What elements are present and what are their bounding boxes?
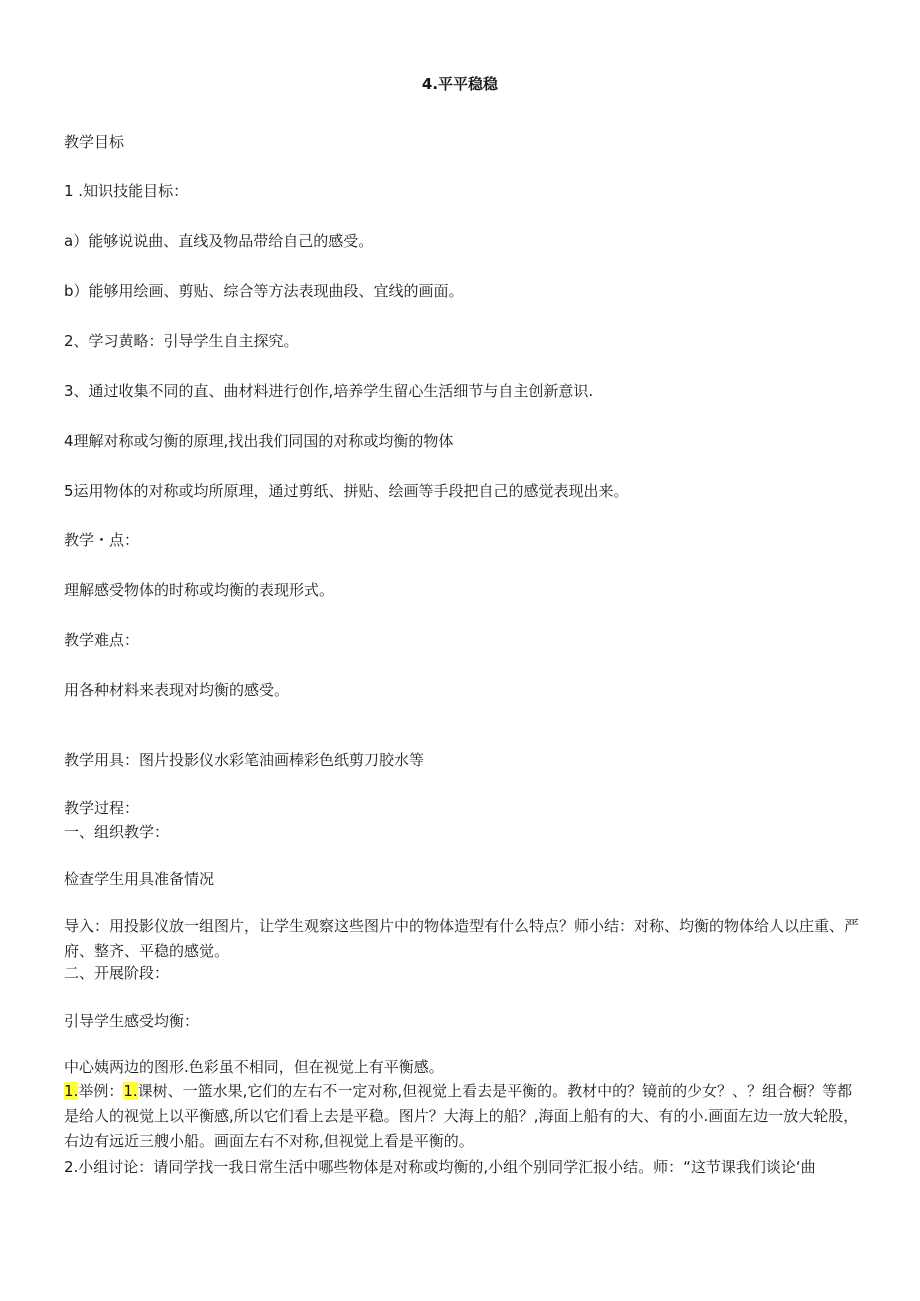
difficulties-text: 用各种材料来表现对均衡的感受。 xyxy=(64,681,290,699)
objective-item-3: 3、通过收集不同的直、曲材料进行创作,培养学生留心生活细节与自主创新意识. xyxy=(64,382,594,400)
key-points-heading: 教学・点： xyxy=(64,531,140,549)
objective-item-4: 4理解对称或匀衡的原理,找出我们同国的对称或均衡的物体 xyxy=(64,432,454,450)
process-heading: 教学过程： xyxy=(64,799,140,817)
intro-paragraph: 导入：用投影仪放一组图片，让学生观察这些图片中的物体造型有什么特点？师小结：对称、均衡的物体给人以庄重、严府、整齐、平稳的感觉。 xyxy=(64,917,860,960)
page-title: 4.平平稳稳 xyxy=(421,75,499,93)
highlight-mark-1: 1. xyxy=(64,1082,79,1100)
key-points-text: 理解感受物体的时称或均衡的表现形式。 xyxy=(64,581,335,599)
example-paragraph xyxy=(64,1079,864,1154)
process-step-1: 一、组织教学： xyxy=(64,823,170,841)
highlight-mark-2: 1. xyxy=(123,1082,138,1100)
objective-item-1b: b）能够用绘画、剪贴、综合等方法表现曲段、宜线的画面。 xyxy=(64,282,464,300)
check-supplies: 检查学生用具准备情况 xyxy=(64,870,215,888)
guide-balance: 引导学生感受均衡： xyxy=(64,1012,200,1030)
objective-item-2: 2、学习黄略：引导学生自主探究。 xyxy=(64,332,299,350)
teaching-tools: 教学用具：图片投影仪水彩笔油画棒彩色纸剪刀胶水等 xyxy=(64,751,425,769)
difficulties-heading: 教学难点： xyxy=(64,631,140,649)
example-label: 举例： xyxy=(78,1082,124,1100)
objectives-heading: 教学目标 xyxy=(64,133,125,151)
objective-item-5: 5运用物体的对称或均所原理，通过剪纸、拼贴、绘画等手段把自己的感觉表现出来。 xyxy=(64,482,629,500)
center-balance-note: 中心姨两边的图形.色彩虽不相同，但在视觉上有平衡感。 xyxy=(64,1058,444,1076)
objective-item-1a: a）能够说说曲、直线及物品带给自己的感受。 xyxy=(64,232,374,250)
example-text: 课树、一篮水果,它们的左右不一定对称,但视觉上看去是平衡的。教材中的？镜前的少女？、？组合橱？等都是给人的视觉上以平衡感,所以它们看上去是平稳。图片？大海上的船？,海面上船有的大、有的小.画面左边一放大轮股，右边有远近三艘小船。画面左右不对称,但视觉上看是平衡的。 xyxy=(64,1082,859,1150)
group-discussion: 2.小组讨论：请同学找一我日常生活中哪些物体是对称或均衡的,小组个别同学汇报小结。师：“这节课我们谈论‘曲 xyxy=(64,1158,816,1176)
objective-item-1: 1 .知识技能目标： xyxy=(64,182,189,200)
process-step-2: 二、开展阶段： xyxy=(64,964,170,982)
